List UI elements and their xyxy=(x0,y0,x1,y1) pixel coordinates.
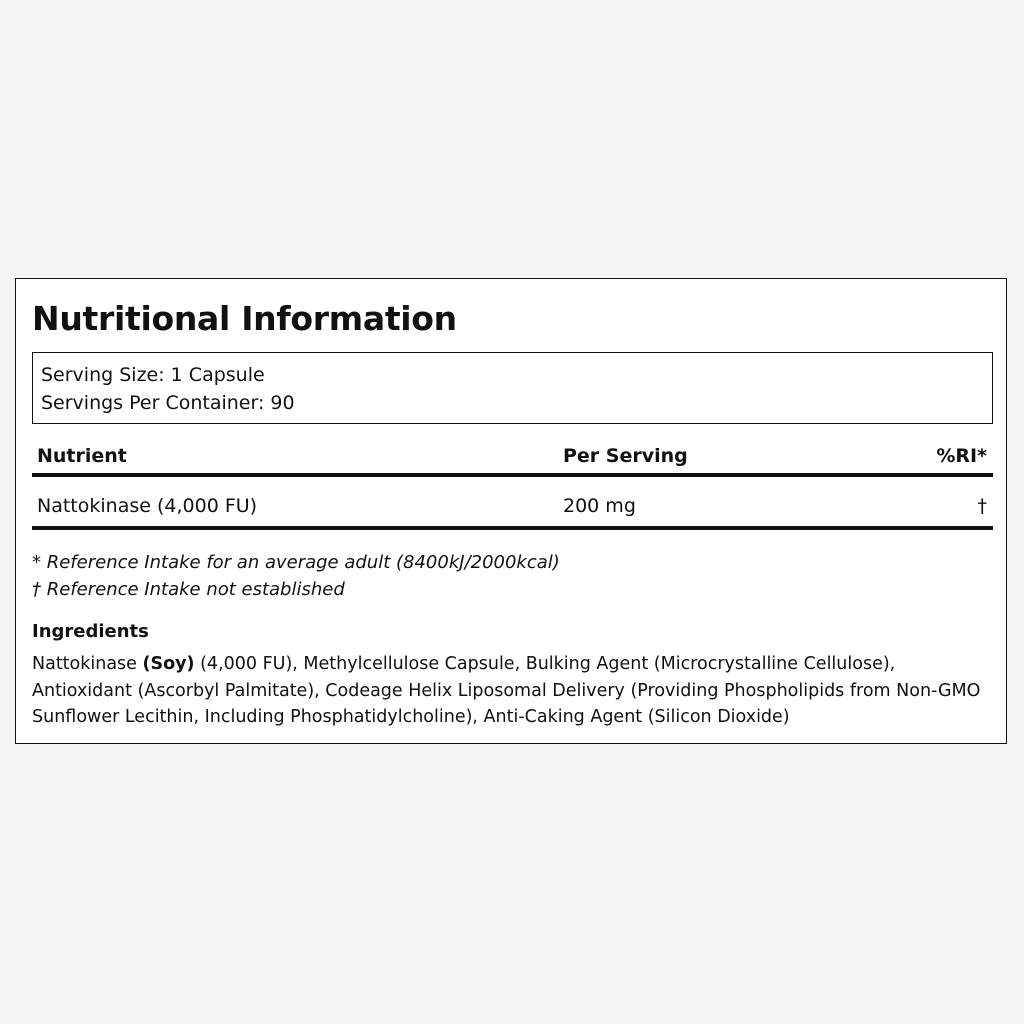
table-header-row xyxy=(32,439,993,477)
nutrition-panel xyxy=(15,278,1007,744)
servings-per-container: Servings Per Container: 90 xyxy=(41,392,295,414)
serving-size: Serving Size: 1 Capsule xyxy=(41,364,265,386)
footnotes xyxy=(32,549,560,603)
serving-info-box xyxy=(32,352,993,424)
header-nutrient: Nutrient xyxy=(37,445,127,467)
panel-title: Nutritional Information xyxy=(32,299,457,338)
ingredients-list xyxy=(32,651,998,731)
ingredients-prefix: Nattokinase xyxy=(32,654,143,674)
ingredients-rest: (4,000 FU), Methylcellulose Capsule, Bulking Agent (Microcrystalline Cellulose), Antioxidant (Ascorbyl Palmitate), Codeage Helix Liposomal Delivery (Providing Phospholipids from Non-GMO Sunflower Lecithin, Including Phosphatidylcholine), Anti-Caking Agent (Silicon Dioxide) xyxy=(32,654,981,727)
footnote-not-established: † Reference Intake not established xyxy=(32,579,345,600)
allergen-soy: (Soy) xyxy=(142,654,195,674)
nutrient-amount: 200 mg xyxy=(563,495,636,517)
header-per-serving: Per Serving xyxy=(563,445,688,467)
nutrient-ri: † xyxy=(977,495,987,517)
nutrient-name: Nattokinase (4,000 FU) xyxy=(37,495,258,517)
header-ri: %RI* xyxy=(936,445,987,467)
ingredients-heading: Ingredients xyxy=(32,621,149,642)
footnote-reference-intake: * Reference Intake for an average adult (8400kJ/2000kcal) xyxy=(32,552,560,573)
table-row xyxy=(32,488,993,530)
